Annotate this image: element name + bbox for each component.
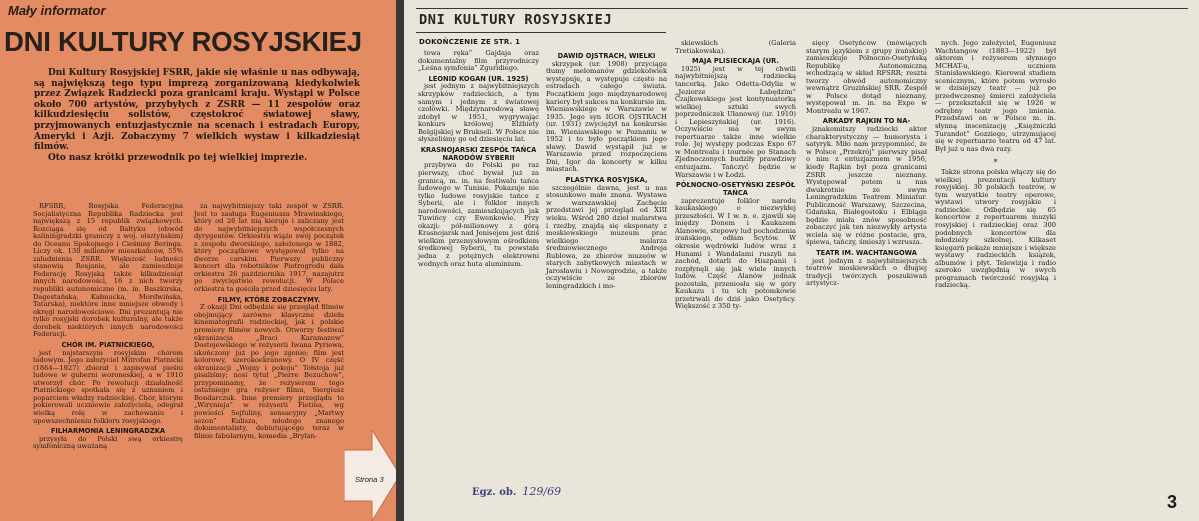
page-title: DNI KULTURY ROSYJSKIEJ xyxy=(4,26,362,57)
section-heading: DAWID OJSTRACH, WIELKI xyxy=(557,52,656,60)
body-paragraph: skrzypek (ur. 1908) przyciąga tłumy melomanów gdziekolwiek występuje, a występuje często na estradach całego świata. Początkiem jego międzynarodowej kariery był sukces na konkursie im. Wieniawskiego w Warszawie w 1935. Jego syn IGOR OJSTRACH (ur. 1931) zwyciężył na konkursie im. Wieniawskiego w Poznaniu w 1952 i to było początkiem jego sławy. Dawid wystąpił już w Warszawie przed rozpoczęciem Dni, Igor da koncerty w kilku miastach. xyxy=(546,59,667,174)
body-paragraph: towa ręka” Gajdaja oraz dokumentalny film przyrodniczy „Leśna symfonia” Zguridiego. xyxy=(418,49,539,73)
section-heading: PLASTYKA ROSYJSKA, xyxy=(565,176,648,184)
lead-text: Oto nasz krótki przewodnik po tej wielkiej imprezie. xyxy=(48,152,308,163)
right-column-1 xyxy=(418,50,539,268)
right-column-5 xyxy=(935,40,1056,290)
top-rule xyxy=(416,8,1188,9)
body-paragraph: Z okazji Dni odbędzie się przegląd filmów obejmujący zarówno klasyczne dzieła kinematografii radzieckiej, jak i polskie premiery filmów nowych. Otworzy festiwal ekranizacja „Braci Karamazow” Dostojewskiego w reżyserii Iwana Pyriewa, ukończony już po jego zgonie; film jest kolorowy, szerokoekranowy. O IV część ekranizacji „Wojny i pokoju” Tołstoja już pisaliśmy; nosi tytuł „Pierre Bezuchow”, przypominamy, że reżyserem tego ostatniego gra reżyser filmu, Siergiusz Bondarczuk. Inne premiery przeglądu to „Wirynieja” w reżyserii Fietina, wg powieści Sejfuliny, sensacyjny „Martwy sezon” Kulisza, młodego znanego dokumentalisty, debiutującego teraz w filmie fabularnym, komedia „Brylan- xyxy=(194,303,344,440)
section-heading: PÓŁNOCNO-OSETYŃSKI ZESPÓŁ TAŃCA xyxy=(675,181,796,197)
archive-stamp xyxy=(472,485,561,498)
body-paragraph: zaprezentuje folklor narodu kaukaskiego o niezwykłej przeszłości. W I w. n. e. zjawili się między Donem i Kaukazem Alanowie, stepowy lud pochodzenia irańskiego, odłam Scytów. W okresie wędrówki ludów wraz z Hunami i Wandalami ruszyli na zachód, dotarli do Hiszpanii i rozpłynęli się jak wiele innych ludów. Część Alanów jednak pozostała, przeniosła się w góry Kaukazu i tu ich potomkowie przetrwali do dziś jako Osetyńcy. Większość z 350 ty- xyxy=(675,196,796,311)
body-paragraph: 1925) jest w tej chwili najwybitniejszą radziecką tancerką. Jako Odetta-Odylia w „Jeziorze Łabędzim” Czajkowskiego jest kontynuatorką wielkiej sztuki swych poprzedniczek Ułanowej (ur. 1910) i Lepieszyńskiej (ur. 1916). Oczywiście ma w swym repertuarze także inne wielkie role. Jej występy podczas Expo 67 w Montrealu i tournée po Stanach Zjednoczonych budziły prawdziwy entuzjazm. Tańczyć będzie w Warszawie i w Łodzi. xyxy=(675,64,796,179)
left-page xyxy=(0,0,396,521)
body-paragraph: sięcy Osetyńców (mówiących starym językiem z grupy irańskiej) zamieszkuje Północno-Osetyńską Republikę Autonomiczną wchodzącą w skład RFSRR; reszta tworzy obwód autonomiczny wewnątrz Gruzińskiej SRR. Zespół w Polsce dotąd nieznany, występował m. in. na Expo w Montrealu w 1967. xyxy=(806,39,927,115)
lead-text: Dni Kultury Rosyjskiej FSRR, jakie się właśnie u nas odbywają, są największą tego typu imprezą zorganizowaną kiedykolwiek przez Związek Radziecki poza granicami kraju. Wystąpi w Polsce około 700 artystów, przybyłych z ZSRR — 11 zespołów oraz kilkudziesięciu solistów, częstokroć światowej sławy, przyjmowanych entuzjastycznie na scenach i estradach Europy, Ameryki i Azji. Zobaczymy 7 wielkich wystaw i kilkadziesiąt filmów. xyxy=(34,68,360,153)
right-column-4 xyxy=(806,40,927,288)
lead-paragraph xyxy=(34,68,360,163)
article-title: DNI KULTURY ROSYJSKIEJ xyxy=(419,12,613,28)
body-paragraph: jznakomitszy radziecki aktor charakterystyczny — humorysta i satyryk. Miło nam przypomnieć, że w Polsce „Przekrój” pierwszy pisał o nim z entuzjazmem w 1956, kiedy Rajkin był poza granicami ZSRR jeszcze nieznany. Występował potem u nas dwukrotnie ze swym Leningradzkim Teatrem Miniatur. Publiczność Warszawy, Szczecina, Gdańska, Białegostoku i Elbląga będzie miała znów sposobność zobaczyć jak ten niezwykły artysta wciela się w różne postacie, gra, śpiewa, tańczy, śmieszy i wzrusza. xyxy=(806,125,927,247)
section-heading: LEONID KOGAN (UR. 1925) xyxy=(428,74,529,83)
body-paragraph: za najwybitniejszy taki zespół w ZSRR. Jest to zasługa Eugeniusza Mrawinskiego, który od 26 lat nią kieruje i zaliczany jest do najwybitniejszych współczesnych dyrygentów. Orkiestra wiąże swój początek z zespołu dworskiego, założonego w 1882, który początkowo występował tylko na dworze carskim. Pierwszy publiczny koncert dla robotników Piotrogrodu dała orkiestra 26 października 1917, nazajutrz po zwycięstwie rewolucji. W Polsce orkiestra ta gościła przed dziesięciu laty. xyxy=(194,202,344,294)
section-heading: KRASNOJARSKI ZESPÓŁ TAŃCA NARODÓW SYBERII xyxy=(420,145,537,162)
section-heading: ARKADY RAJKIN TO NA- xyxy=(822,117,911,126)
left-column-2 xyxy=(194,203,344,440)
section-heading: TEATR IM. WACHTANGOWA xyxy=(816,249,917,258)
body-paragraph: przybywa do Polski po raz pierwszy, choć bywał już za granicą, m. in. na festiwalu tańca ludowego w Tunisie. Pokazuje nie tylko ludowe rosyjskie tańce z Syberii, ale i folklor innych narodowości, zamieszkujących jak Tuwińcy czy Ewenkowie. Przy okazji: pół-milionowy z górą Krasnojarsk nad Jenisejem jest dziś wielkim przemysłowym ośrodkiem środkowej Syberii, tu powstała jedna z potężnych elektrowni wodnych oraz huta aluminium. xyxy=(418,161,539,268)
body-paragraph: Także strona polska włączy się do wielkiej prezentacji kultury rosyjskiej. 30 polskich teatrów, w tym wszystkie teatry operowe, wystawi utwory rosyjskie i radzieckie. Odbędzie się 65 koncertów z repertuarem muzyki rosyjskiej i radzieckiej oraz 300 podobnych koncertów dla młodzieży szkolnej. Kilkaset księgarń pokaże mniejsze i większe wystawy radzieckich książek, albumów i płyt. Telewizja i radio szeroko uwzględnią w swych programach twórczość rosyjską i radziecką. xyxy=(935,168,1056,290)
right-column-2 xyxy=(546,50,667,290)
body-paragraph: przysyła do Polski swą orkiestrę symfoniczną uważaną xyxy=(33,434,183,451)
page-label: Strona 3 xyxy=(355,475,384,484)
separator-star: * xyxy=(993,158,998,168)
page-number: 3 xyxy=(1167,492,1178,512)
stamp-text: Egz. ob. xyxy=(472,487,517,498)
body-paragraph: jest najstarszym rosyjskim chórem ludowym. Jego założyciel Mitrofan Piatnicki (1864—1927) zbierał i zapisywał pieśni ludowe w guberni woroneskiej, a w 1910 utworzył chór. Po rewolucji działalność Piatnickiego spotkała się z uznaniem i poparciem władzy radzieckiej. Chór, którym pokierowali uczniowie założyciela, odegrał wielką rolę w zachowaniu i upowszechnieniu folkloru rosyjskiego. xyxy=(33,348,183,425)
title-rule xyxy=(416,32,666,33)
handwritten-note: 129/69 xyxy=(522,485,562,498)
section-heading: FILMY, KTÓRE ZOBACZYMY. xyxy=(217,295,321,304)
body-paragraph: nych. Jego założyciel, Eugeniusz Wachtangow (1883—1922) był aktorem i reżyserem słynnego MCHAT-u, uczniem Stanisławskiego. Kierował studiem scenicznym, które potem wyrosło w dzisiejszy teatr — już po przedwczesnej śmierci założyciela — przekształcił się w 1926 w odrębny teatr jego imienia. Przedstawi on w Polsce m. in. słynną inscenizację „Księżniczki Turandot” Gozziego, utrzymującej się w repertuarze teatru od 47 lat. Był już u nas dwa razy. xyxy=(935,39,1056,153)
body-paragraph: szczególnie dawna, jest u nas stosunkowo mało znana. Wystawa w warszawskiej Zachęcie przedstawi jej przegląd od XIII wieku. Wśród 280 dzieł malarstwa i rzeźby, znajdą się eksponaty z moskiewskiego muzeum prac wielkiego malarza średniowiecznego Andreja Rublowa, ze zbiorów muzeów w starych zabytkowych miastach w Jarosławiu i Nowogrodzie, a także oczywiście ze zbiorów leningradzkich i mo- xyxy=(546,183,667,290)
right-column-3 xyxy=(675,40,796,311)
gutter xyxy=(396,0,404,521)
right-page xyxy=(404,0,1199,521)
continued-label: DOKOŃCZENIE ZE STR. 1 xyxy=(419,38,521,46)
body-paragraph: RFSRR, Rosyjska Federacyjna Socjalistyczna Republika Radziecka jest największą z 15 republik związkowych. Rozciąga się od Bałtyku (obwód kaliningradzki graniczy z woj. olsztyńskim) do Oceanu Spokojnego i Cieśniny Beringa. Liczy ok. 130 milionów mieszkańców, 55% zaludnienia ZSRR. Większość ludności stanowią Rosjanie, ale zamieszkuje Federację Rosyjską także kilkadziesiąt innych narodowości, 16 z nich tworzy republiki autonomiczne (m. in. Baszkirska, Dagestańska, Kałmucka, Mordwińska, Tatarska), niektóre inne mniejsze obwody i okręgi narodowościowe. Dni prezentują nie tylko rosyjski dorobek kulturalny, ale także dorobek niektórych innych narodowości Federacji. xyxy=(33,202,183,339)
kicker: Mały informator xyxy=(8,3,106,18)
section-heading: MAJA PLISIECKAJA (UR. xyxy=(692,57,779,66)
body-paragraph: jest jednym z najwybitniejszych skrzypków radzieckich, a tym samym i jednym z światowej czołówki. Międzynarodową sławę zdobył w 1951, wygrywając konkurs królowej Elżbiety Belgijskiej w Brukseli. W Polsce nie słyszeliśmy go od dziesięciu lat. xyxy=(418,82,539,144)
left-column-1 xyxy=(33,203,183,451)
body-paragraph: jest jednym z najwybitniejszych teatrów moskiewskich o długiej tradycji twórczych poszukiwań artystycz- xyxy=(806,256,927,288)
section-heading: FILHARMONIA LENINGRADZKA xyxy=(50,427,166,436)
body-paragraph: skiewskich (Galeria Tretiakowska). xyxy=(675,39,796,55)
section-heading: CHÓR IM. PIATNICKIEGO, xyxy=(61,340,155,349)
